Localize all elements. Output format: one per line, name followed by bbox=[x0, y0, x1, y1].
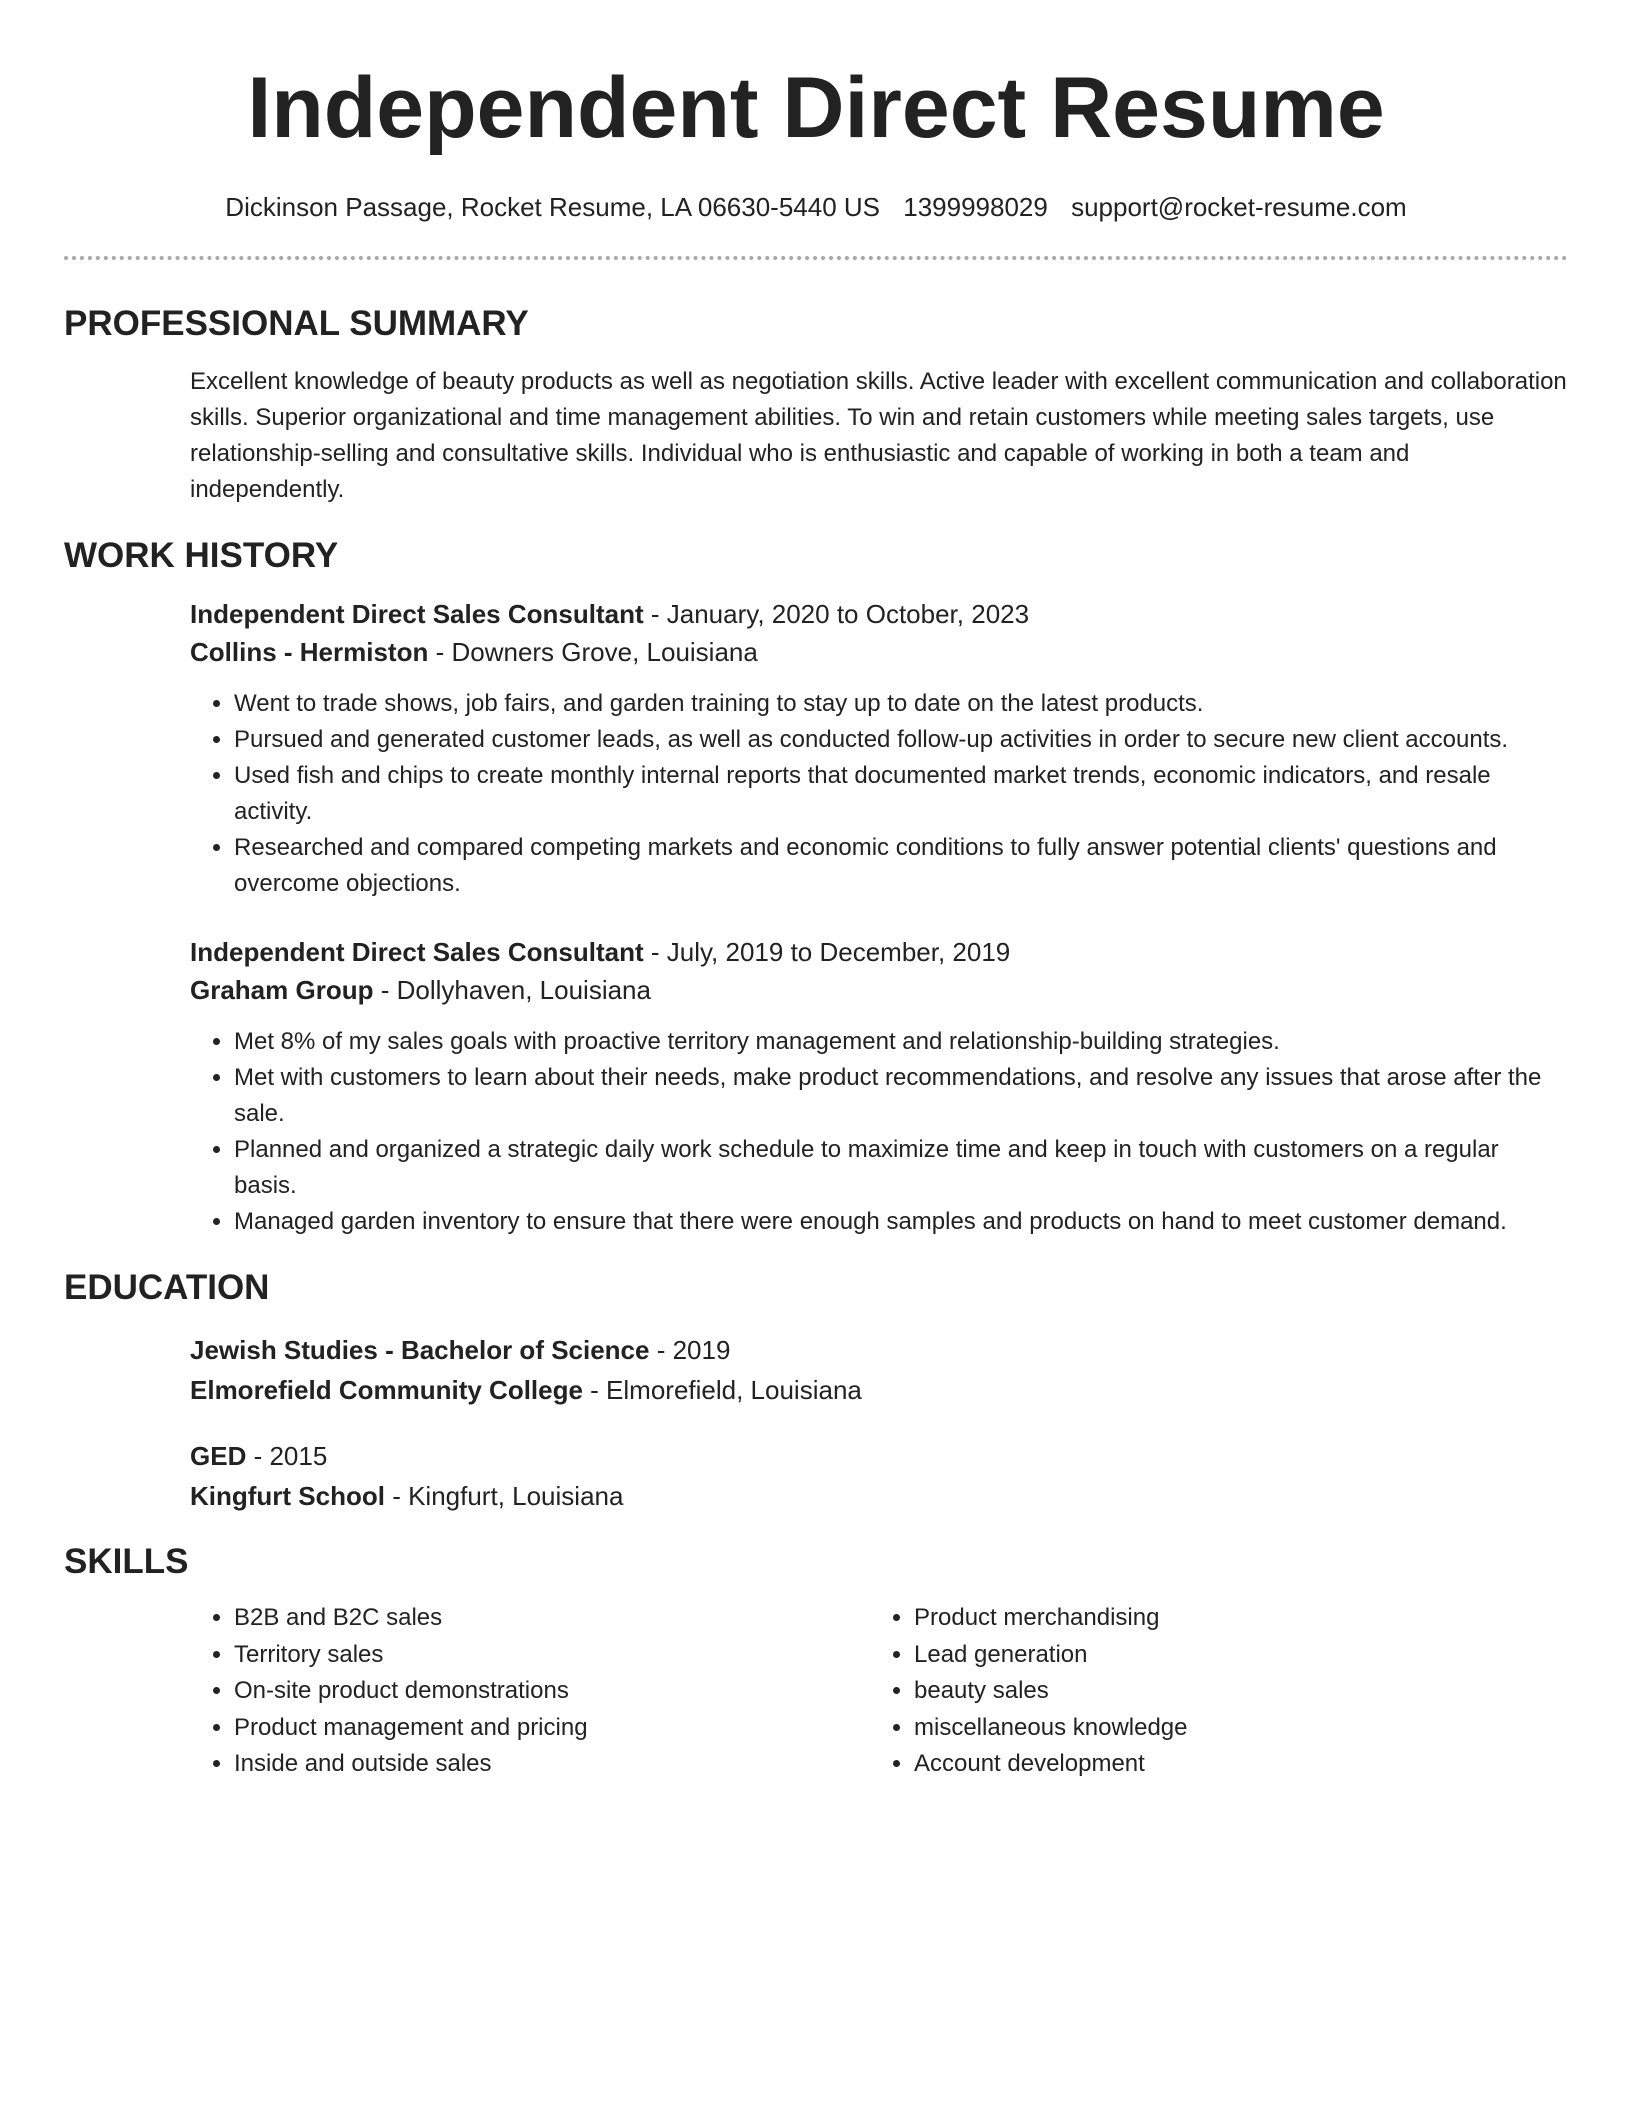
list-item: • Product merchandising bbox=[914, 1600, 1550, 1637]
list-item: • Lead generation bbox=[914, 1637, 1550, 1674]
job-company: Collins - Hermiston bbox=[190, 637, 429, 667]
resume-page bbox=[64, 0, 1568, 1783]
education-school: Elmorefield Community College bbox=[190, 1375, 583, 1405]
list-item: • Account development bbox=[914, 1746, 1550, 1783]
skills-list-right bbox=[870, 1600, 1550, 1783]
education-degree: Jewish Studies - Bachelor of Science bbox=[190, 1335, 650, 1365]
skills-list-left bbox=[190, 1600, 870, 1783]
education-degree-line bbox=[190, 1332, 1568, 1368]
list-item: • B2B and B2C sales bbox=[234, 1600, 870, 1637]
list-item: • On-site product demonstrations bbox=[234, 1673, 870, 1710]
job-entry bbox=[190, 934, 1568, 1240]
work-history-section bbox=[190, 596, 1568, 1240]
skills-column-right bbox=[870, 1600, 1550, 1783]
list-item: • beauty sales bbox=[914, 1673, 1550, 1710]
list-item: • Went to trade shows, job fairs, and garden training to stay up to date on the latest products. bbox=[234, 686, 1568, 722]
list-item: • Researched and compared competing markets and economic conditions to fully answer potential clients' questions and overcome objections. bbox=[234, 830, 1568, 902]
job-title-line bbox=[190, 596, 1568, 632]
job-bullets bbox=[190, 686, 1568, 902]
education-school: Kingfurt School bbox=[190, 1481, 385, 1511]
contact-address: Dickinson Passage, Rocket Resume, LA 06630-5440 US bbox=[225, 192, 880, 222]
education-heading: EDUCATION bbox=[64, 1268, 270, 1307]
job-location: - Downers Grove, Louisiana bbox=[428, 637, 758, 667]
contact-phone: 1399998029 bbox=[903, 192, 1048, 222]
contact-email: support@rocket-resume.com bbox=[1071, 192, 1407, 222]
list-item: • miscellaneous knowledge bbox=[914, 1710, 1550, 1747]
job-dates: - July, 2019 to December, 2019 bbox=[643, 937, 1011, 967]
list-item: • Pursued and generated customer leads, as well as conducted follow-up activities in order to secure new client accounts. bbox=[234, 722, 1568, 758]
job-company-line bbox=[190, 972, 1568, 1008]
job-position: Independent Direct Sales Consultant bbox=[190, 599, 644, 629]
education-location: - Kingfurt, Louisiana bbox=[384, 1481, 624, 1511]
list-item: • Planned and organized a strategic daily work schedule to maximize time and keep in touch with customers on a regular basis. bbox=[234, 1132, 1568, 1204]
list-item: • Used fish and chips to create monthly internal reports that documented market trends, economic indicators, and resale activity. bbox=[234, 758, 1568, 830]
summary-section bbox=[190, 364, 1568, 508]
job-dates: - January, 2020 to October, 2023 bbox=[643, 599, 1030, 629]
job-position: Independent Direct Sales Consultant bbox=[190, 937, 644, 967]
list-item: • Inside and outside sales bbox=[234, 1746, 870, 1783]
job-bullets bbox=[190, 1024, 1568, 1240]
list-item: • Met with customers to learn about their needs, make product recommendations, and resolve any issues that arose after the sale. bbox=[234, 1060, 1568, 1132]
education-location: - Elmorefield, Louisiana bbox=[582, 1375, 862, 1405]
job-company-line bbox=[190, 634, 1568, 670]
education-section bbox=[190, 1332, 1568, 1514]
job-company: Graham Group bbox=[190, 975, 374, 1005]
education-school-line bbox=[190, 1478, 1568, 1514]
education-year: - 2019 bbox=[649, 1335, 731, 1365]
skills-heading: SKILLS bbox=[64, 1542, 189, 1581]
work-history-heading: WORK HISTORY bbox=[64, 536, 339, 575]
header-divider bbox=[64, 256, 1568, 260]
summary-heading: PROFESSIONAL SUMMARY bbox=[64, 304, 529, 343]
education-school-line bbox=[190, 1372, 1568, 1408]
contact-line bbox=[64, 190, 1568, 224]
list-item: • Product management and pricing bbox=[234, 1710, 870, 1747]
skills-section bbox=[190, 1600, 1568, 1783]
job-title-line bbox=[190, 934, 1568, 970]
job-entry bbox=[190, 596, 1568, 902]
skills-column-left bbox=[190, 1600, 870, 1783]
candidate-name: Independent Direct Resume bbox=[247, 60, 1385, 156]
education-degree-line bbox=[190, 1438, 1568, 1474]
list-item: • Managed garden inventory to ensure that there were enough samples and products on hand to meet customer demand. bbox=[234, 1204, 1568, 1240]
education-entry bbox=[190, 1332, 1568, 1408]
education-degree: GED bbox=[190, 1441, 247, 1471]
list-item: • Territory sales bbox=[234, 1637, 870, 1674]
summary-text: Excellent knowledge of beauty products as well as negotiation skills. Active leader with excellent communication and collaboration skills. Superior organizational and time management abilities. To win and retain customers while meeting sales targets, use relationship-selling and consultative skills. Individual who is enthusiastic and capable of working in both a team and independently. bbox=[190, 368, 1567, 503]
education-entry bbox=[190, 1438, 1568, 1514]
job-location: - Dollyhaven, Louisiana bbox=[373, 975, 651, 1005]
education-year: - 2015 bbox=[246, 1441, 328, 1471]
list-item: • Met 8% of my sales goals with proactive territory management and relationship-building strategies. bbox=[234, 1024, 1568, 1060]
